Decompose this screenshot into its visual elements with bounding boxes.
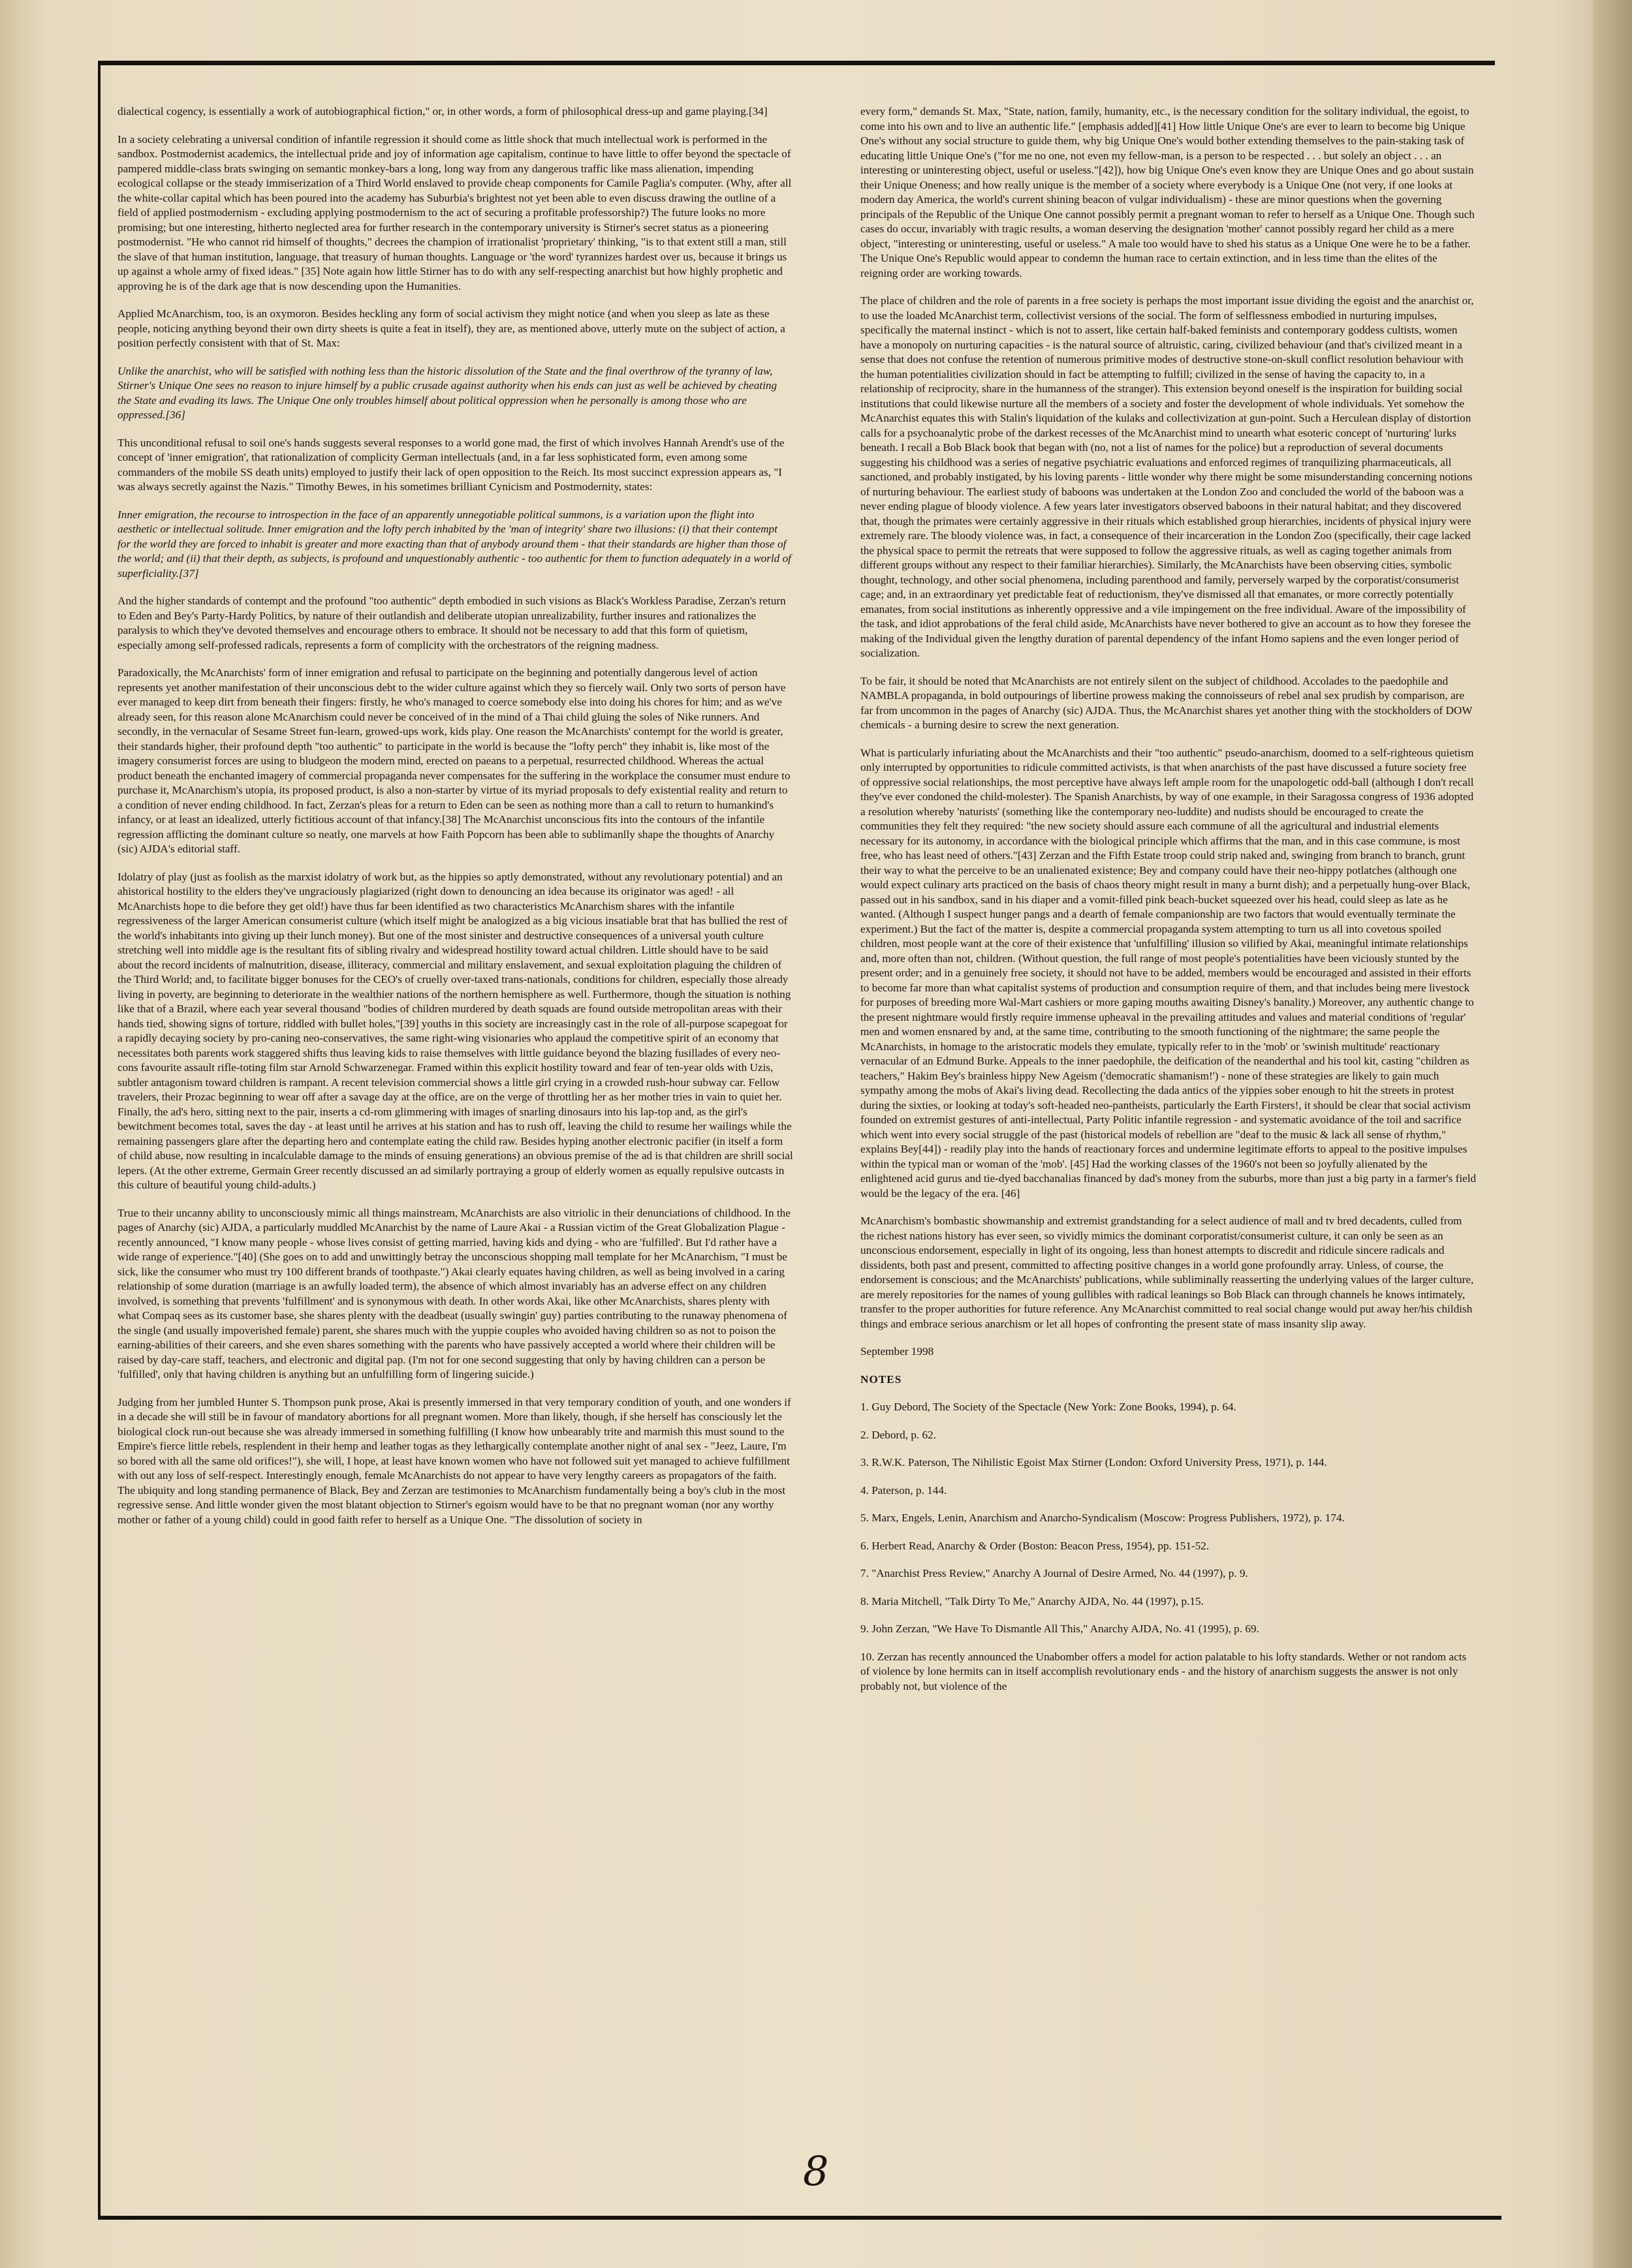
note-item: 8. Maria Mitchell, "Talk Dirty To Me," Anarchy AJDA, No. 44 (1997), p.15.	[860, 1594, 1204, 1608]
paragraph: This unconditional refusal to soil one's hands suggests several responses to a world gone mad, the first of which involves Hannah Arendt's use of the concept of 'inner emigration', that rationalization of complicity German intellectuals (and, in a far less sophisticated form, even among some commanders of the mobile SS death units) employed to justify their lack of open opposition to the Reich. Its most succinct expression appears as, "I was always secretly against the Nazis." Timothy Bewes, in his sometimes brilliant Cynicism and Postmodernity, states:	[118, 436, 785, 493]
notes-heading: NOTES	[860, 1373, 902, 1386]
block-quote: Unlike the anarchist, who will be satisfied with nothing less than the historic dissolution of the State and the final overthrow of the tyranny of law, Stirner's Unique One sees no reason to injure himself by a public crusade against authority when his ends can just as well be achieved by cheating the State and evading its laws. The Unique One only troubles himself about political oppression when he personally is among those who are oppressed.[36]	[118, 364, 777, 421]
paragraph: What is particularly infuriating about the McAnarchists and their "too authentic" pseudo-anarchism, doomed to a self-righteous quietism only interrupted by opportunities to ridicule committed activists, is that when anarchists of the past have discussed a future society free of oppressive social relationships, the most perceptive have always left ample room for the unapologetic odd-ball (although I don't recall they've ever condoned the child-molester). The Spanish Anarchists, by way of one example, in their Saragossa congress of 1936 adopted a resolution whereby 'naturists' (something like the contemporary neo-luddite) and nudists should be encouraged to create the communities they felt they required: "the new society should assure each commune of all the agricultural and industrial elements necessary for its autonomy, in accordance with the biological principle which affirms that the man, and in this case commune, is most free, who has least need of others."[43] Zerzan and the Fifth Estate troop could strip naked and, swinging from branch to branch, grunt their way to what the perceive to be an unalienated existence; Bey and company could have their neo-hippy potlatches (although one would expect culinary arts practiced on the basis of chaos theory might result in many a burnt dish); and a perpetually hung-over Black, passed out in his sandbox, sand in his diaper and a vomit-filled pink beach-bucket squeezed over his head, could sleep as late as he wanted. (Although I suspect hunger pangs and a dearth of female companionship are two factors that would eventually terminate the experiment.) But the fact of the matter is, despite a commercial propaganda system attempting to turn us all into covetous spoiled children, most people want at the core of their existence that 'unfulfilling' illusion so vilified by Akai, meaningful intimate relationships and, more often than not, children. (Without question, the full range of most people's potentialities have been viciously stunted by the present order; and in a genuinely free society, it should not have to be added, members would be encouraged and assisted in their efforts to become far more than what capitalist systems of production and consumption require of them, and that includes being mere livestock for purposes of breeding more Wal-Mart cashiers or more gaping mouths awaiting Disney's banality.) Moreover, any authentic change to the present nightmare would firstly require immense upheaval in the prevailing attitudes and values and material conditions of 'regular' men and women ensnared by and, at the same time, contributing to the smooth functioning of the nightmare; the same people the McAnarchists, in homage to the aristocratic models they emulate, typically refer to in the 'mob' or 'swinish multitude' reactionary vernacular of an Edmund Burke. Appeals to the inner paedophile, the deification of the neanderthal and his tool kit, casting "children as teachers," Hakim Bey's brainless hippy New Ageism ('democratic shamanism!') - none of these strategies are likely to gain much sympathy among the mobs of Akai's living dead. Recollecting the dada antics of the yippies sober enough to hit the streets in protest during the sixties, or looking at today's soft-headed neo-pantheists, particularly the Earth Firsters!, it should be clear that social activism founded on extremist gestures of anti-intellectual, Party Politic infantile regression - and systematic avoidance of the toil and sacrifice which went into every social struggle of the past (historical models of rebellion are "deaf to the music & lack all sense of rhythm," explains Bey[44]) - readily play into the hands of reactionary forces and undermine legitimate efforts to appeal to the positive impulses within the typical man or woman of the 'mob'. [45] Had the working classes of the 1960's not been so joyfully alienated by the enlightened acid gurus and tie-dyed bacchanalias financed by dad's money from the suburbs, more than just a big party in a farmer's field would be the legacy of the era. [46]	[860, 746, 1477, 1200]
note-item: 5. Marx, Engels, Lenin, Anarchism and Anarcho-Syndicalism (Moscow: Progress Publishers, 1972), p. 174.	[860, 1512, 1345, 1524]
paragraph: True to their uncanny ability to unconsciously mimic all things mainstream, McAnarchists are also vitriolic in their denunciations of childhood. In the pages of Anarchy (sic) AJDA, a particularly muddled McAnarchist by the name of Laure Akai - a Russian victim of the Great Globalization Plague - recently announced, "I know many people - whose lives consist of getting married, having kids and dying - who are 'fulfilled'. But I'd rather have a wide range of experience."[40] (She goes on to add and unwittingly betray the unconscious shopping mall template for her McAnarchism, "I must be sick, like the consumer who must try 100 different brands of toothpaste.") Akai clearly equates having children, as well as being involved in a caring relationship of some duration (marriage is an awfully loaded term), the absence of which almost invariably has an adverse effect on any children involved, is something that prevents 'fulfillment' and is synonymous with death. In other words Akai, like other McAnarchists, shares plenty with what Compaq sees as its customer base, she shares plenty with the deadbeat (usually swingin' guy) parties contributing to the runaway phenomena of the single (and usually impoverished female) parent, she shares much with the yuppie couples who avoided having children so as not to poison the earning-abilities of their careers, and she even shares something with the parents who have passively accepted a world where their children will be raised by day-care staff, teachers, and electronic and digital pap. (I'm not for one second suggesting that only by having children can a person be 'fulfilled', only that having children is anything but an unfulfilling form of lingering suicide.)	[118, 1206, 791, 1380]
left-border-rule	[98, 61, 101, 2220]
block-quote: Inner emigration, the recourse to introspection in the face of an apparently unnegotiable political summons, is a variation upon the flight into aesthetic or intellectual solitude. Inner emigration and the lofty perch inhabited by the 'man of integrity' share two illusions: (i) that their contempt for the world they are forced to inhabit is greater and more exacting than that of anybody around them - that their standards are higher than those of the world; and (ii) that their depth, as subjects, is profound and unquestionably authentic - too authentic for them to function adequately in a world of superficiality.[37]	[118, 508, 791, 580]
paragraph: Paradoxically, the McAnarchists' form of inner emigration and refusal to participate on the beginning and potentially dangerous level of action represents yet another manifestation of their unconscious debt to the wider culture against which they so fiercely wail. Only two sorts of person have ever managed to keep dirt from beneath their fingers: firstly, he who's managed to coerce somebody else into doing his chores for him; and as we've already seen, for this reason alone McAnarchism could never be conceived of in the mind of a Thai child gluing the soles of Nike runners. And secondly, in the vernacular of Sesame Street fun-learn, growed-ups work, kids play. One reason the McAnarchists' contempt for the world is greater, their standards higher, their profound depth "too authentic" to participate in the world is because the "lofty perch" they inhabit is, like most of the imagery consumerist forces are using to bludgeon the modern mind, erected on paeans to a perpetual, resurrected childhood. Whereas the actual product beneath the enchanted imagery of commercial propaganda never compensates for the suffering in the workplace the consumer must endure to purchase it, McAnarchism's utopia, its proposed product, is also a non-starter by virtue of its myriad proposals to defy existential reality and return to a condition of never ending childhood. In fact, Zerzan's pleas for a return to Eden can be seen as nothing more than a call to return to humankind's infancy, or at least an idealized, utterly fictitious account of that infancy.[38] The McAnarchist unconscious fits into the contours of the infantile regression afflicting the dominant culture so neatly, one marvels at how Faith Popcorn has been able to sublimanlly shape the thoughts of Anarchy (sic) AJDA's editorial staff.	[118, 666, 791, 855]
paragraph: Applied McAnarchism, too, is an oxymoron. Besides heckling any form of social activism they might notice (and when you sleep as late as these people, noticing anything beyond their own dirty sheets is quite a feat in itself), they are, as mentioned above, utterly mute on the subject of action, a position perfectly consistent with that of St. Max:	[118, 307, 785, 349]
note-item: 6. Herbert Read, Anarchy & Order (Boston: Beacon Press, 1954), pp. 151-52.	[860, 1539, 1210, 1552]
page-edge	[1593, 0, 1632, 2268]
top-border-rule	[98, 61, 1495, 65]
page-number: 8	[803, 2147, 829, 2195]
paragraph: In a society celebrating a universal condition of infantile regression it should come as little shock that much intellectual work is performed in the sandbox. Postmodernist academics, the intellectual pride and joy of information age capitalism, continue to have little to offer beyond the spectacle of pampered middle-class brats swinging on semantic monkey-bars a long, long way from any dangerous traffic like mass alienation, impending ecological collapse or the steady immiserization of a Third World enslaved to provide cheap components for Camile Paglia's computer. (Why, after all the white-collar capital which has been poured into the academy has Suburbia's brightest not yet been able to even discuss drawing the outline of a field of applied postmodernism - excluding applying postmodernism to the act of securing a profitable professorship?) The future looks no more promising; but one interesting, hitherto neglected area for further research in the contemporary university is Stirner's secret status as a pioneering postmodernist. "He who cannot rid himself of thoughts," decrees the champion of irrationalist 'proprietary' thinking, "is to that extent still a man, still the slave of that human institution, language, that treasury of human thoughts. Language or 'the word' tyrannizes hardest over us, because it brings us up against a whole army of fixed ideas." [35] Note again how little Stirner has to do with any self-respecting anarchist but how highly prophetic and approving he is of the dark age that is now descending upon the Humanities.	[118, 132, 792, 292]
paragraph: dialectical cogency, is essentially a work of autobiographical fiction," or, in other words, a form of philosophical dress-up and game playing.[34]	[118, 105, 768, 117]
paragraph: And the higher standards of contempt and the profound "too authentic" depth embodied in such visions as Black's Workless Paradise, Zerzan's return to Eden and Bey's Party-Hardy Politics, by nature of their outlandish and deliberate utopian unrealizability, further insures and rationalizes the paralysis to which they've devoted themselves and encourage others to embrace. It should not be necessary to add that this form of quietism, especially among self-professed radicals, represents a form of complicity with the orchestrators of the reigning madness.	[118, 595, 786, 651]
paragraph: McAnarchism's bombastic showmanship and extremist grandstanding for a select audience of mall and tv bred decadents, culled from the richest nations history has ever seen, so vividly mimics the dominant corporatist/consumerist culture, it can only be seen as an unconscious endorsement, especially in light of its ongoing, less than honest attempts to discredit and ridicule sincere radicals and dissidents, both past and present, committed to affecting positive changes in a world gone profoundly array. Unless, of course, the endorsement is conscious; and the McAnarchists' publications, while subliminally reasserting the underlying values of the larger culture, are merely repositories for the names of young gullibles with radical leanings so Bob Black can through channels he knows intimately, transfer to the proper authorities for future reference. Any McAnarchist committed to real social change would put away her/his childish things and embrace serious anarchism or let all hopes of confronting the present state of mass insanity slip away.	[860, 1215, 1474, 1330]
left-column	[118, 104, 793, 1540]
note-item: 1. Guy Debord, The Society of the Spectacle (New York: Zone Books, 1994), p. 64.	[860, 1401, 1236, 1413]
paragraph: To be fair, it should be noted that McAnarchists are not entirely silent on the subject of childhood. Accolades to the paedophile and NAMBLA propaganda, in bold outpourings of libertine prowess making the connoisseurs of rebel anal sex prudish by comparison, are far from uncommon in the pages of Anarchy (sic) AJDA. Thus, the McAnarchist shares yet another thing with the stockholders of DOW chemicals - a burning desire to screw the next generation.	[860, 674, 1473, 731]
note-item: 4. Paterson, p. 144.	[860, 1484, 947, 1497]
bottom-border-rule	[98, 2216, 1501, 2220]
dateline: September 1998	[860, 1345, 934, 1358]
note-item: 7. "Anarchist Press Review," Anarchy A Journal of Desire Armed, No. 44 (1997), p. 9.	[860, 1567, 1248, 1579]
paragraph: Judging from her jumbled Hunter S. Thompson punk prose, Akai is presently immersed in that very temporary condition of youth, and one wonders if in a decade she will still be in favour of mandatory abortions for all pregnant women. More than likely, though, if she herself has consciously let the biological clock run-out because she was already immersed in something fulfilling (I know how unbearably trite and marmish this must sound to the Empire's fierce little rebels, resplendent in their hemp and leather togas as they lethargically contemplate another night of anal sex - "Jeez, Laure, I'm so bored with all the same old orifices!"), she will, I hope, at least have known women who have not followed suit yet managed to achieve fulfillment with out any loss of self-respect. Interestingly enough, female McAnarchists do not appear to have very lengthy careers as propagators of the faith. The ubiquity and long standing permanence of Black, Bey and Zerzan are testimonies to McAnarchism fundamentally being a boy's club in the most regressive sense. And little wonder given the most blatant objection to Stirner's egoism would have to be that no pregnant woman (nor any worthy mother or father of a young child) could in good faith refer to herself as a Unique One. "The dissolution of society in	[118, 1395, 791, 1526]
note-item: 3. R.W.K. Paterson, The Nihilistic Egoist Max Stirner (London: Oxford University Press, 1971), p. 144.	[860, 1456, 1327, 1468]
note-item: 2. Debord, p. 62.	[860, 1428, 936, 1441]
paragraph: every form," demands St. Max, "State, nation, family, humanity, etc., is the necessary condition for the solitary individual, the egoist, to come into his own and to live an authentic life." [emphasis added][41] How little Unique One's are ever to learn to become big Unique One's without any social structure to guide them, why big Unique One's would bother extending themselves to the pain-staking task of educating little Unique One's ("for me no one, not even my fellow-man, is a person to be respected . . . but solely an object . . . an interesting or uninteresting object, useful or useless."[42]), how big Unique One's even know they are Unique Ones and go about sustain their Unique Oneness; and how really unique is the member of a society where everybody is a Unique One (not very, if one looks at modern day America, the world's current shining beacon of vulgar individualism) - these are minor questions when the governing principals of the Republic of the Unique One cannot possibly permit a pregnant woman to refer to herself as a Unique One. Though such cases do occur, invariably with tragic results, a woman deserving the designation 'mother' cannot possibly regard her child as a mere object, "interesting or uninteresting, useful or useless." A male too would have to shed his status as a Unique One were he to be a father. The Unique One's Republic would appear to condemn the human race to certain extinction, and in less time than the elites of the reigning order are working towards.	[860, 105, 1475, 279]
paragraph: Idolatry of play (just as foolish as the marxist idolatry of work but, as the hippies so aptly demonstrated, without any revolutionary potential) and an ahistorical hostility to the elders they've ungraciously plagiarized (right down to denouncing an idea because its originator was aged! - all McAnarchists hope to die before they get old!) have thus far been identified as two characteristics McAnarchism shares with the infantile regressiveness of the larger American consumerist culture (which itself might be analogized as a big vicious insatiable brat that has bullied the rest of the world's inhabitants into giving up their lunch money). But one of the most sinister and destructive consequences of a universal youth culture stretching well into middle age is the resultant fits of sibling rivalry and widespread hostility toward actual children. Little should have to be said about the record incidents of malnutrition, disease, illiteracy, commercial and military enslavement, and sexual exploitation plaguing the children of the Third World; and, to facilitate bigger bonuses for the CEO's of cruelly over-taxed trans-nationals, conditions for children, especially those already living in poverty, are beginning to deteriorate in the wealthier nations of the northern hemisphere as well. Furthermore, though the situation is nothing like that of a Brazil, where each year several thousand "bodies of children murdered by death squads are found outside metropolitan areas with their hands tied, showing signs of torture, riddled with bullet holes,"[39] youths in this society are increasingly cast in the role of all-purpose scapegoat for a rapidly decaying society by pro-caning neo-conservatives, the same right-wing visionaries who applaud the competitive spirit of an economy that necessitates both parents work staggered shifts thus leaving kids to raise themselves with little guidance beyond the blazing fusillades of every neo-cons favourite assault rifle-toting film star Arnold Schwarzenegar. Framed within this explicit hostility toward and fear of ten-year olds with Uzis, subtler antagonism toward children is rampant. A recent television commercial shows a little girl crying in a crowded rush-hour subway car. Fellow travelers, their Prozac beginning to wear off after a savage day at the office, are on the verge of throttling her as her mother tries in vain to quiet her. Finally, the ad's hero, sitting next to the pair, inserts a cd-rom glimmering with images of snarling dinosaurs into his lap-top and, as the girl's bewitchment becomes total, saves the day - at least until he arrives at his station and has to rush off, leaving the child to resume her wailings while the remaining passengers glare after the departing hero and contemplate eating the child raw. Besides hyping another electronic pacifier (in itself a form of child abuse, now resulting in incalculable damage to the minds of ensuing generations) an obvious premise of the ad is that children are shrill social lepers. (At the other extreme, Germain Greer recently discussed an ad similarly portraying a group of elderly women as equally repulsive outcasts in this culture of beautiful young child-adults.)	[118, 870, 793, 1191]
paragraph: The place of children and the role of parents in a free society is perhaps the most important issue dividing the egoist and the anarchist or, to use the loaded McAnarchist term, collectivist versions of the social. The form of selflessness embodied in nurturing impulses, specifically the maternal instinct - which is not to assert, like certain half-baked feminists and contemporary goddess cultists, women have a monopoly on nurturing capacities - is the natural source of altruistic, caring, civilized behaviour (and that's civilized meant in a sense that does not confuse the retention of numerous primitive modes of destructive stone-on-skull conflict resolution behaviour with the human potentialities civilization should in fact be attempting to fulfill; civilized in the sense of having the capacity to, in a relationship of reciprocity, share in the humanness of the stranger). This extension beyond oneself is the inspiration for building social institutions that could likewise nurture all the members of a society and foster the development of whole individuals. Yet somehow the McAnarchist equates this with Stalin's liquidation of the kulaks and collectivization at gun-point. Such a Herculean display of distortion calls for a psychoanalytic probe of the darkest recesses of the McAnarchist mind to unearth what esoteric concept of 'nurturing' lurks beneath. I recall a Bob Black book that began with (no, not a list of names for the police) but a reproduction of several documents suggesting his childhood was a series of negative psychiatric evaluations and enforced regimes of tranquilizing pharmaceuticals, all sanctioned, and probably instigated, by his loving parents - little wonder why there might be some misunderstanding concerning notions of nurturing behaviour. The earliest study of baboons was undertaken at the London Zoo and concluded the world of the baboon was a never ending plague of bloody violence. A few years later investigators observed baboons in their natural habitat; and they discovered that, though the primates were certainly aggressive in their rituals which established group hierarchies, incidents of physical injury were extremely rare. The bloody violence was, in fact, a consequence of their incarceration in the London Zoo (specifically, their cage lacked the physical space to permit the retreats that were supposed to follow the aggressive rituals, as well as caging together animals from different groups without any respect to their familiar hierarchies). Similarly, the McAnarchists have been observing cities, symbolic thought, technology, and other social phenomena, including parenthood and family, perversely warped by the corporatist/consumerist cage; and, in an extraordinary yet predictable feat of reductionism, they've dismissed all that emanates, or more correctly potentially emanates, from social institutions as inherently oppressive and a vile impingement on the free individual. Aware of the impossibility of the task, and idiot approbations of the feral child aside, McAnarchists have never bothered to give an account as to how they foresee the making of the Individual given the lengthy duration of parental dependency of the infant Homo sapiens and the even longer period of socialization.	[860, 294, 1474, 659]
note-item: 9. John Zerzan, "We Have To Dismantle All This," Anarchy AJDA, No. 41 (1995), p. 69.	[860, 1623, 1259, 1635]
right-column	[860, 104, 1477, 1707]
note-item: 10. Zerzan has recently announced the Unabomber offers a model for action palatable to his lofty standards. Wether or not random acts of violence by lone hermits can in itself accomplish revolutionary ends - and the history of anarchism suggests the answer is not only probably not, but violence of the	[860, 1650, 1467, 1692]
